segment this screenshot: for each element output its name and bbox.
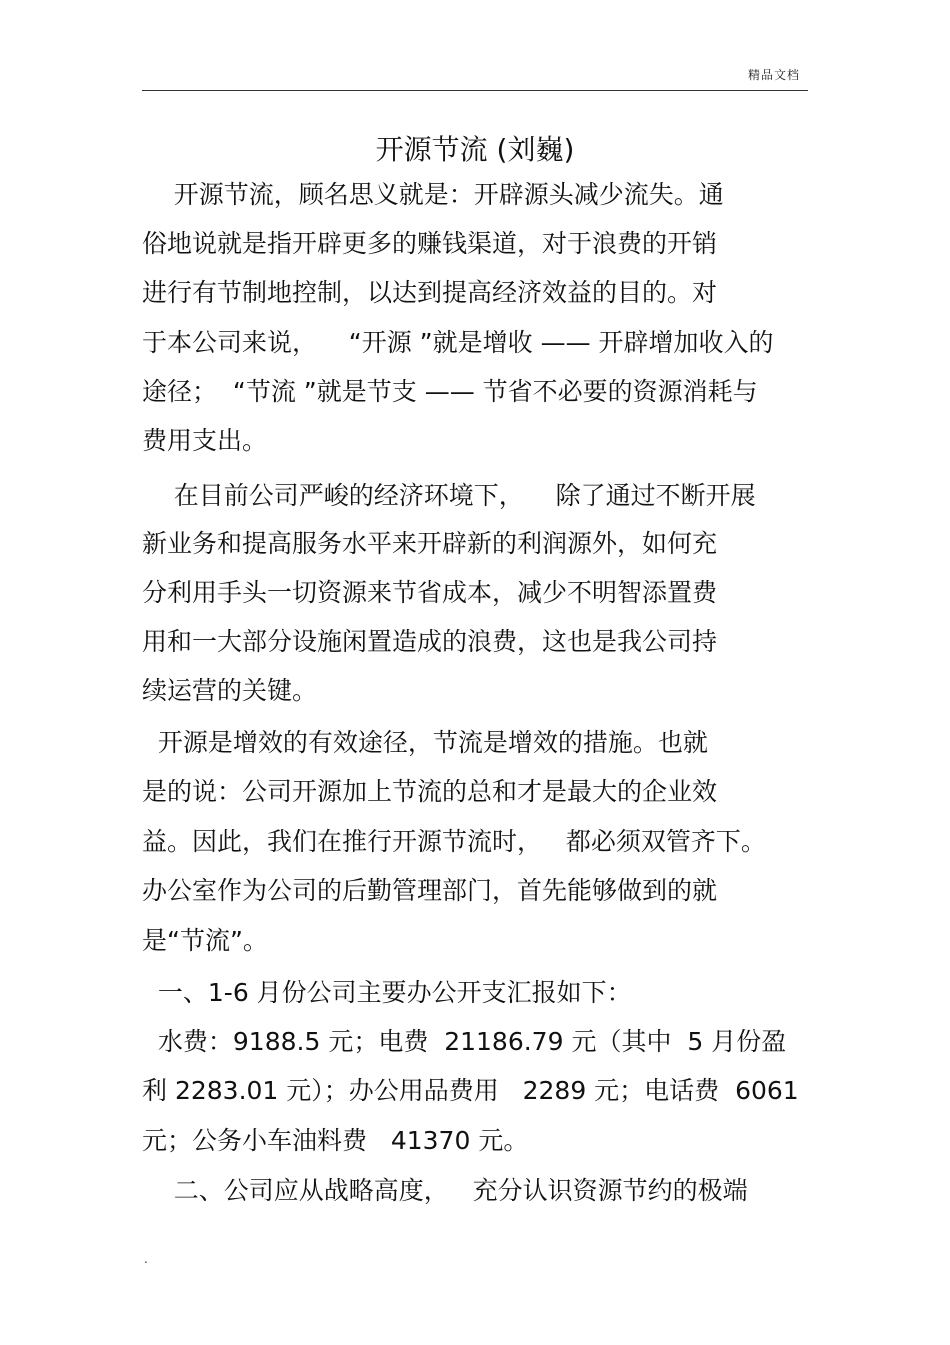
body-line: 元；公务小车油料费 41370 元。 [142, 1126, 529, 1155]
body-line: 续运营的关键。 [142, 676, 318, 705]
body-line: 俗地说就是指开辟更多的赚钱渠道，对于浪费的开销 [142, 229, 718, 258]
body-line: 利 2283.01 元）；办公用品费用 2289 元；电话费 6061 [142, 1076, 799, 1105]
body-line: 水费：9188.5 元；电费 21186.79 元（其中 5 月份盈 [142, 1027, 787, 1056]
body-line: 于本公司来说， “开源 ”就是增收 —— 开辟增加收入的 [142, 328, 774, 357]
header-label: 精品文档 [747, 68, 800, 82]
body-line: 二、公司应从战略高度， 充分认识资源节约的极端 [142, 1176, 748, 1205]
body-line: 办公室作为公司的后勤管理部门，首先能够做到的就 [142, 876, 718, 905]
header-divider [142, 90, 808, 91]
body-line: 开源节流，顾名思义就是：开辟源头减少流失。通 [142, 180, 724, 209]
body-line: 是“节流”。 [142, 926, 268, 955]
body-line: 开源是增效的有效途径，节流是增效的措施。也就 [142, 728, 708, 757]
body-line: 进行有节制地控制，以达到提高经济效益的目的。对 [142, 278, 718, 307]
body-line: 是的说：公司开源加上节流的总和才是最大的企业效 [142, 777, 718, 806]
body-line: 用和一大部分设施闲置造成的浪费，这也是我公司持 [142, 627, 718, 656]
body-line: 途径； “节流 ”就是节支 —— 节省不必要的资源消耗与 [142, 377, 758, 406]
body-line: 一、1-6 月份公司主要办公开支汇报如下： [142, 978, 632, 1007]
body-line: 新业务和提高服务水平来开辟新的利润源外，如何充 [142, 529, 718, 558]
body-line: 益。因此，我们在推行开源节流时， 都必须双管齐下。 [142, 827, 766, 856]
footer-mark: . [144, 1252, 148, 1266]
body-line: 在目前公司严峻的经济环境下， 除了通过不断开展 [142, 481, 756, 510]
body-line: 费用支出。 [142, 426, 268, 455]
body-line: 分利用手头一切资源来节省成本，减少不明智添置费 [142, 578, 718, 607]
document-title: 开源节流 (刘巍) [375, 133, 575, 166]
